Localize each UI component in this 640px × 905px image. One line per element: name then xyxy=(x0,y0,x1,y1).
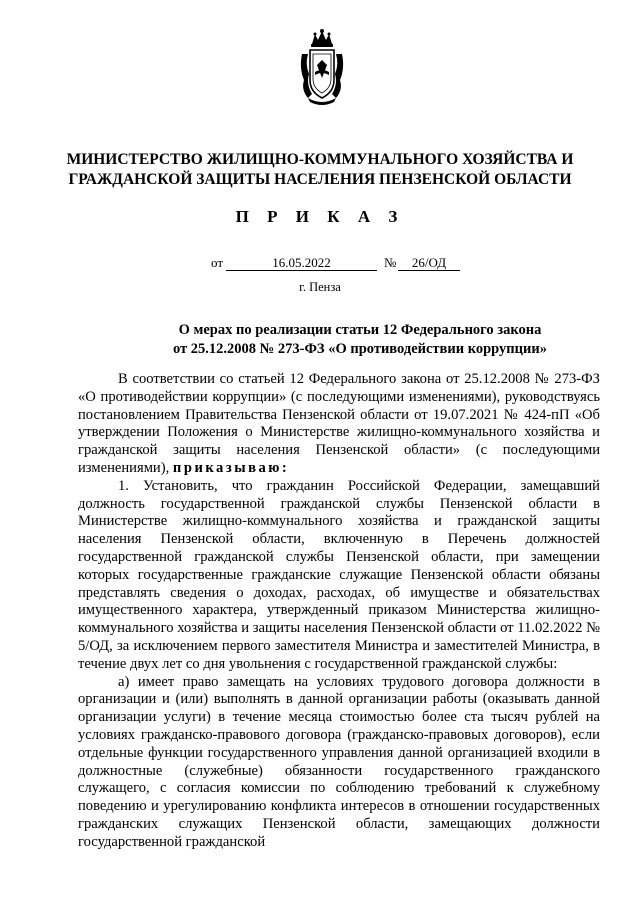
order-word: приказываю: xyxy=(172,459,290,476)
order-subject-line-2: от 25.12.2008 № 273-ФЗ «О противодействии коррупции» xyxy=(173,341,547,357)
order-subject-line-1: О мерах по реализации статьи 12 Федерального закона xyxy=(178,322,542,338)
order-number: 26/ОД xyxy=(398,255,460,271)
ministry-name-line-2: ГРАЖДАНСКОЙ ЗАЩИТЫ НАСЕЛЕНИЯ ПЕНЗЕНСКОЙ ОБЛАСТИ xyxy=(68,171,572,188)
coat-of-arms-emblem xyxy=(298,28,346,106)
city: г. Пенза xyxy=(299,280,341,294)
document-body xyxy=(78,371,600,852)
date-label: от xyxy=(211,255,224,270)
preamble-text: В соответствии со статьей 12 Федерального закона от 25.12.2008 № 273-ФЗ «О противодействии коррупции» (с последующими изменениями), руководствуясь постановлением Правительства Пензенской области от 19.07.2021 № 424-пП «Об утверждении Положения о Министерстве жилищно-коммунального хозяйства и гражданской защиты населения Пензенской области» (с последующими изменениями), xyxy=(78,371,600,476)
ministry-name xyxy=(40,150,600,190)
ministry-name-line-1: МИНИСТЕРСТВО ЖИЛИЩНО-КОММУНАЛЬНОГО ХОЗЯЙСТВА И xyxy=(66,151,574,168)
order-date: 16.05.2022 xyxy=(226,255,377,271)
paragraph-item-1a: а) имеет право замещать на условиях трудового договора должности в организации и (или) выполнять в данной организации работы (оказывать данной организации услуги) в течение месяца стоимостью более ста тысяч рублей на условиях гражданско-правового договора (гражданско-правовых договоров), если отдельные функции государственного управления данной организацией входили в должностные (служебные) обязанности государственного гражданского служащего, с согласия комиссии по соблюдению требований к служебному поведению и урегулированию конфликта интересов в отношении государственных гражданских служащих Пензенской области, замещающих должности государственной гражданской xyxy=(78,673,600,850)
paragraph-item-1: 1. Установить, что гражданин Российской Федерации, замещавший должность государственной гражданской службы Пензенской области в Министерстве жилищно-коммунального хозяйства и гражданской защиты населения Пензенской области, включенную в Перечень должностей государственной гражданской службы Пензенской области, при замещении которых государственные гражданские служащие Пензенской области обязаны представлять сведения о доходах, расходах, об имуществе и обязательствах имущественного характера, утвержденный приказом Министерства жилищно-коммунального хозяйства и защиты населения Пензенской области от 11.02.2022 № 5/ОД, за исключением первого заместителя Министра и заместителей Министра, в течение двух лет со дня увольнения с государственной гражданской службы: xyxy=(78,477,600,672)
number-label: № xyxy=(384,255,397,270)
order-subject xyxy=(120,321,600,359)
paragraph-preamble xyxy=(78,371,600,478)
order-title: П Р И К А З xyxy=(235,207,405,226)
order-date-number-line xyxy=(0,255,640,273)
